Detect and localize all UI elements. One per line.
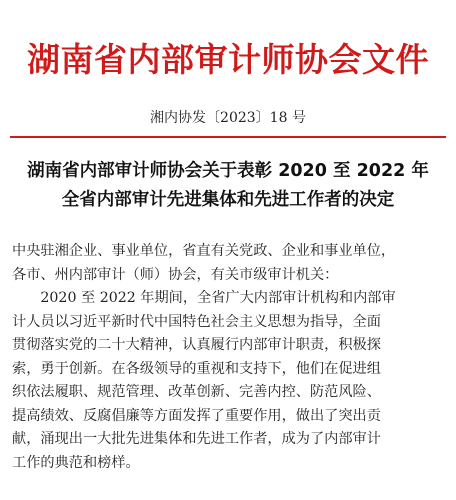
body-line: 工作的典范和榜样。: [12, 454, 140, 471]
body-line: 贯彻落实党的二十大精神，认真履行内部审计职责，积极探: [12, 337, 381, 353]
body-line: 各市、州内部审计（师）协会，有关市级审计机关：: [12, 266, 339, 283]
subject-line-1: 湖南省内部审计师协会关于表彰 2020 至 2022 年: [27, 161, 429, 181]
body-line: 提高绩效、反腐倡廉等方面发挥了重要作用，做出了突出贡: [12, 407, 381, 424]
subject-line-2: 全省内部审计先进集体和先进工作者的决定: [61, 190, 395, 210]
document-header-title: 湖南省内部审计师协会文件: [27, 40, 429, 79]
document-subject: [0, 157, 456, 215]
body-line: 计人员以习近平新时代中国特色社会主义思想为指导，全面: [12, 313, 381, 330]
document-number: 湘内协发〔2023〕18 号: [150, 110, 306, 126]
body-line: 献，涌现出一大批先进集体和先进工作者，成为了内部审计: [12, 431, 381, 447]
body-line: 2020 至 2022 年期间，全省广大内部审计机构和内部审: [12, 290, 396, 306]
body-line: 中央驻湘企业、事业单位，省直有关党政、企业和事业单位，: [12, 243, 396, 259]
body-line: 索，勇于创新。在各级领导的重视和支持下，他们在促进组: [12, 360, 381, 377]
body-line: 织依法履职、规范管理、改革创新、完善内控、防范风险、: [12, 384, 381, 400]
red-divider-line: [10, 136, 446, 138]
document-body: [12, 240, 428, 475]
